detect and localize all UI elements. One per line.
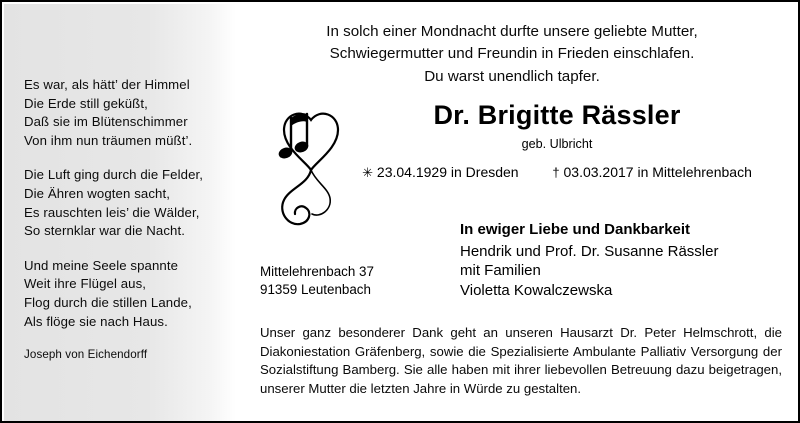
poem-column	[4, 4, 236, 423]
poem-stanza	[24, 257, 236, 331]
poem-line: Die Erde still geküßt,	[24, 95, 148, 111]
life-dates	[318, 164, 796, 181]
poem-stanza	[24, 166, 236, 240]
deceased-block	[318, 99, 796, 181]
poem-line: Es rauschten leis’ die Wälder,	[24, 204, 200, 220]
address-street: Mittelehrenbach 37	[260, 264, 374, 279]
poem-line: So sternklar war die Nacht.	[24, 223, 186, 239]
deceased-maiden-name: geb. Ulbricht	[521, 137, 593, 151]
intro-text	[238, 4, 796, 88]
death-date: 03.03.2017 in Mittelehrenbach	[563, 164, 752, 180]
mourner-line: mit Familien	[460, 262, 541, 280]
poem-line: Die Luft ging durch die Felder,	[24, 167, 204, 183]
address-city: 91359 Leutenbach	[260, 282, 371, 297]
mourners-list	[460, 242, 790, 300]
notice-content	[238, 4, 796, 419]
mourner-line: Violetta Kowalczewska	[460, 281, 613, 299]
cross-icon: †	[552, 165, 560, 180]
intro-line: Du warst unendlich tapfer.	[424, 67, 600, 85]
poem-line: Als flöge sie nach Haus.	[24, 313, 168, 329]
closing-paragraph: Unser ganz besonderer Dank geht an unseren Hausarzt Dr. Peter Helmschrott, die Diakoniestation Gräfenberg, sowie die Spezialisierte Ambulante Palliativ Versorgung der Sozialstiftung Bamberg. Sie alle haben mit ihrer liebevollen Betreuung dazu beigetragen, unserer Mutter die letzten Jahre in Würde zu gestalten.	[260, 325, 782, 396]
address-block	[260, 263, 374, 299]
poem-line: Und meine Seele spannte	[24, 257, 179, 273]
mourners-block	[460, 220, 790, 300]
birth-date: 23.04.1929 in Dresden	[376, 164, 519, 180]
poem-stanza	[24, 76, 236, 150]
poem-line: Es war, als hätt’ der Himmel	[24, 77, 190, 92]
poem-author: Joseph von Eichendorff	[24, 348, 148, 362]
poem-line: Von ihm nun träumen müßt’.	[24, 132, 193, 148]
birth-symbol-icon: ✳	[362, 165, 374, 180]
poem-line: Weit ihre Flügel aus,	[24, 276, 147, 292]
poem	[24, 76, 236, 362]
intro-line: In solch einer Mondnacht durfte unsere geliebte Mutter,	[326, 23, 698, 40]
intro-line: Schwiegermutter und Freundin in Frieden einschlafen.	[329, 45, 695, 63]
mourners-title: In ewiger Liebe und Dankbarkeit	[460, 221, 691, 238]
poem-line: Die Ähren wogten sacht,	[24, 185, 170, 201]
poem-line: Flog durch die stillen Lande,	[24, 294, 192, 310]
mourner-line: Hendrik und Prof. Dr. Susanne Rässler	[460, 243, 719, 260]
deceased-name: Dr. Brigitte Rässler	[433, 100, 681, 130]
poem-line: Daß sie im Blütenschimmer	[24, 114, 188, 130]
